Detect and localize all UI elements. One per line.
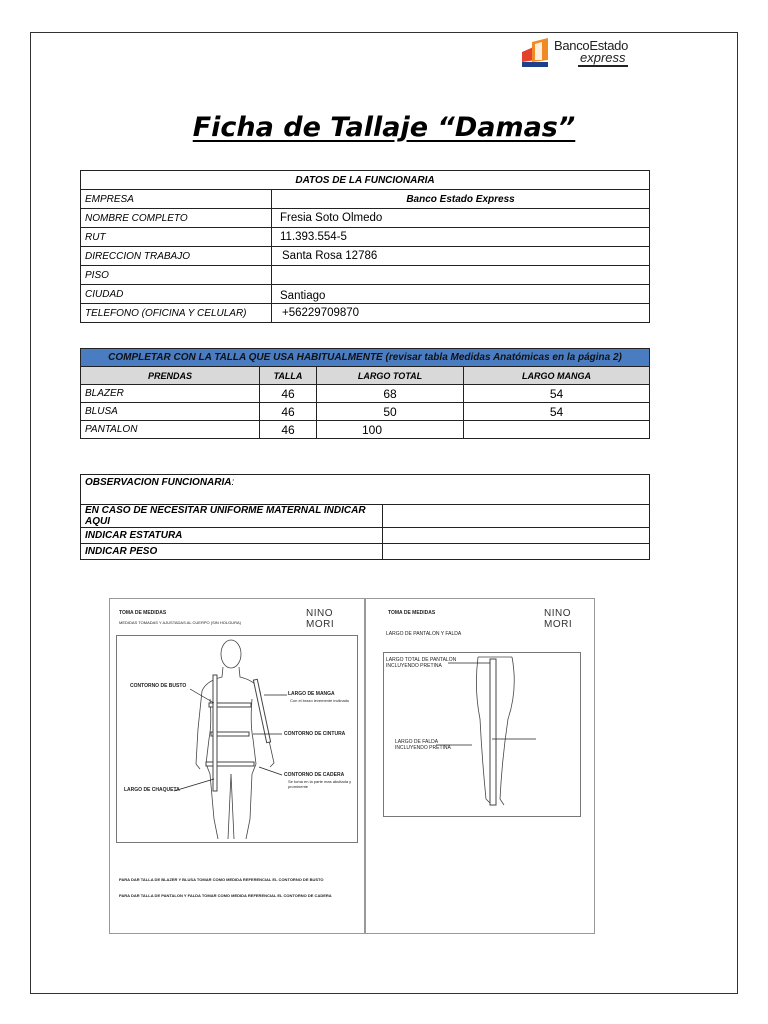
piso-value[interactable] bbox=[272, 266, 650, 285]
row-label: TELEFONO (OFICINA Y CELULAR) bbox=[81, 304, 272, 323]
label-cintura: CONTORNO DE CINTURA bbox=[284, 731, 346, 737]
tallas-header: COMPLETAR CON LA TALLA QUE USA HABITUALMENTE (revisar tabla Medidas Anatómicas en la página 2) bbox=[81, 349, 650, 367]
label-largo-pantalon: LARGO TOTAL DE PANTALON INCLUYENDO PRETINA bbox=[386, 657, 457, 669]
logo-text-sub: express bbox=[580, 50, 626, 65]
largo-manga-value[interactable]: 54 bbox=[464, 403, 650, 421]
table-row bbox=[81, 421, 650, 439]
column-header: LARGO TOTAL bbox=[317, 367, 464, 385]
table-row bbox=[81, 190, 650, 209]
row-label: PISO bbox=[81, 266, 272, 285]
largo-total-value[interactable]: 50 bbox=[317, 403, 464, 421]
table-row bbox=[81, 544, 650, 560]
prenda-label: BLAZER bbox=[81, 385, 260, 403]
largo-manga-value[interactable] bbox=[464, 421, 650, 439]
observacion-table bbox=[80, 474, 650, 560]
table-row bbox=[81, 209, 650, 228]
label-chaqueta: LARGO DE CHAQUETA bbox=[124, 787, 180, 793]
prenda-label: BLUSA bbox=[81, 403, 260, 421]
figure-note-2: PARA DAR TALLA DE PANTALON Y FALDA TOMAR COMO MEDIDA REFERENCIAL EL CONTORNO DE CADERA bbox=[119, 893, 332, 898]
page-title: Ficha de Tallaje “Damas” bbox=[192, 112, 576, 143]
largo-total-value[interactable]: 68 bbox=[317, 385, 464, 403]
logo-text-main: BancoEstado bbox=[554, 38, 629, 53]
legs-silhouette-icon bbox=[366, 599, 596, 935]
brand-label: NINO MORI bbox=[544, 608, 573, 630]
largo-total-value[interactable]: 100 bbox=[317, 421, 464, 439]
label-manga: LARGO DE MANGA bbox=[288, 691, 335, 697]
row-label: CIUDAD bbox=[81, 285, 272, 304]
table-row bbox=[81, 247, 650, 266]
datos-header: DATOS DE LA FUNCIONARIA bbox=[81, 171, 650, 190]
table-row bbox=[81, 385, 650, 403]
observacion-label: OBSERVACION FUNCIONARIA bbox=[85, 477, 232, 488]
column-header: LARGO MANGA bbox=[464, 367, 650, 385]
direccion-value[interactable]: Santa Rosa 12786 bbox=[272, 247, 650, 266]
row-label: INDICAR ESTATURA bbox=[81, 528, 383, 544]
tallas-table bbox=[80, 348, 650, 439]
table-row bbox=[81, 285, 650, 304]
table-row bbox=[81, 228, 650, 247]
label-manga-note: Con el brazo levemente inclinado bbox=[290, 698, 350, 703]
row-label: DIRECCION TRABAJO bbox=[81, 247, 272, 266]
figure-subtitle: LARGO DE PANTALON Y FALDA bbox=[386, 631, 462, 637]
brand-label: NINO MORI bbox=[306, 608, 335, 630]
talla-value[interactable]: 46 bbox=[260, 421, 317, 439]
observacion-cell[interactable]: OBSERVACION FUNCIONARIA: bbox=[81, 475, 650, 505]
table-row bbox=[81, 528, 650, 544]
figure-subtitle: MEDIDAS TOMADAS Y AJUSTADAS AL CUERPO (SIN HOLGURA) bbox=[119, 620, 241, 625]
telefono-value[interactable]: +56229709870 bbox=[272, 304, 650, 323]
body-silhouette-icon bbox=[110, 599, 366, 935]
talla-value[interactable]: 46 bbox=[260, 403, 317, 421]
logo-mark-icon bbox=[520, 38, 550, 70]
bancoestado-logo bbox=[520, 38, 638, 74]
estatura-value[interactable] bbox=[383, 528, 650, 544]
nombre-value[interactable]: Fresia Soto Olmedo bbox=[272, 209, 650, 228]
column-header: PRENDAS bbox=[81, 367, 260, 385]
label-cadera-note: Se toma en la parte mas abultada y prominente bbox=[288, 779, 352, 789]
row-label: EN CASO DE NECESITAR UNIFORME MATERNAL INDICAR AQUI bbox=[81, 505, 383, 528]
row-label: EMPRESA bbox=[81, 190, 272, 209]
largo-manga-value[interactable]: 54 bbox=[464, 385, 650, 403]
table-row bbox=[81, 304, 650, 323]
prenda-label: PANTALON bbox=[81, 421, 260, 439]
empresa-value[interactable]: Banco Estado Express bbox=[272, 190, 650, 209]
peso-value[interactable] bbox=[383, 544, 650, 560]
maternal-value[interactable] bbox=[383, 505, 650, 528]
figure-title: TOMA DE MEDIDAS bbox=[119, 610, 167, 616]
ciudad-value[interactable]: Santiago bbox=[272, 285, 650, 304]
talla-value[interactable]: 46 bbox=[260, 385, 317, 403]
label-busto: CONTORNO DE BUSTO bbox=[130, 683, 187, 689]
label-cadera: CONTORNO DE CADERA bbox=[284, 772, 345, 778]
rut-value[interactable]: 11.393.554-5 bbox=[272, 228, 650, 247]
row-label: NOMBRE COMPLETO bbox=[81, 209, 272, 228]
datos-funcionaria-table bbox=[80, 170, 650, 323]
figure-title: TOMA DE MEDIDAS bbox=[388, 610, 436, 616]
table-header-row bbox=[81, 171, 650, 190]
table-row bbox=[81, 403, 650, 421]
measurement-figure-legs bbox=[365, 598, 595, 934]
measurement-figure-body bbox=[109, 598, 365, 934]
figure-note-1: PARA DAR TALLA DE BLAZER Y BLUSA TOMAR COMO MEDIDA REFERENCIAL EL CONTORNO DE BUSTO bbox=[119, 877, 324, 882]
row-label: RUT bbox=[81, 228, 272, 247]
row-label: INDICAR PESO bbox=[81, 544, 383, 560]
label-largo-falda: LARGO DE FALDA INCLUYENDO PRETINA bbox=[395, 739, 451, 751]
column-header: TALLA bbox=[260, 367, 317, 385]
table-row bbox=[81, 266, 650, 285]
table-row bbox=[81, 505, 650, 528]
